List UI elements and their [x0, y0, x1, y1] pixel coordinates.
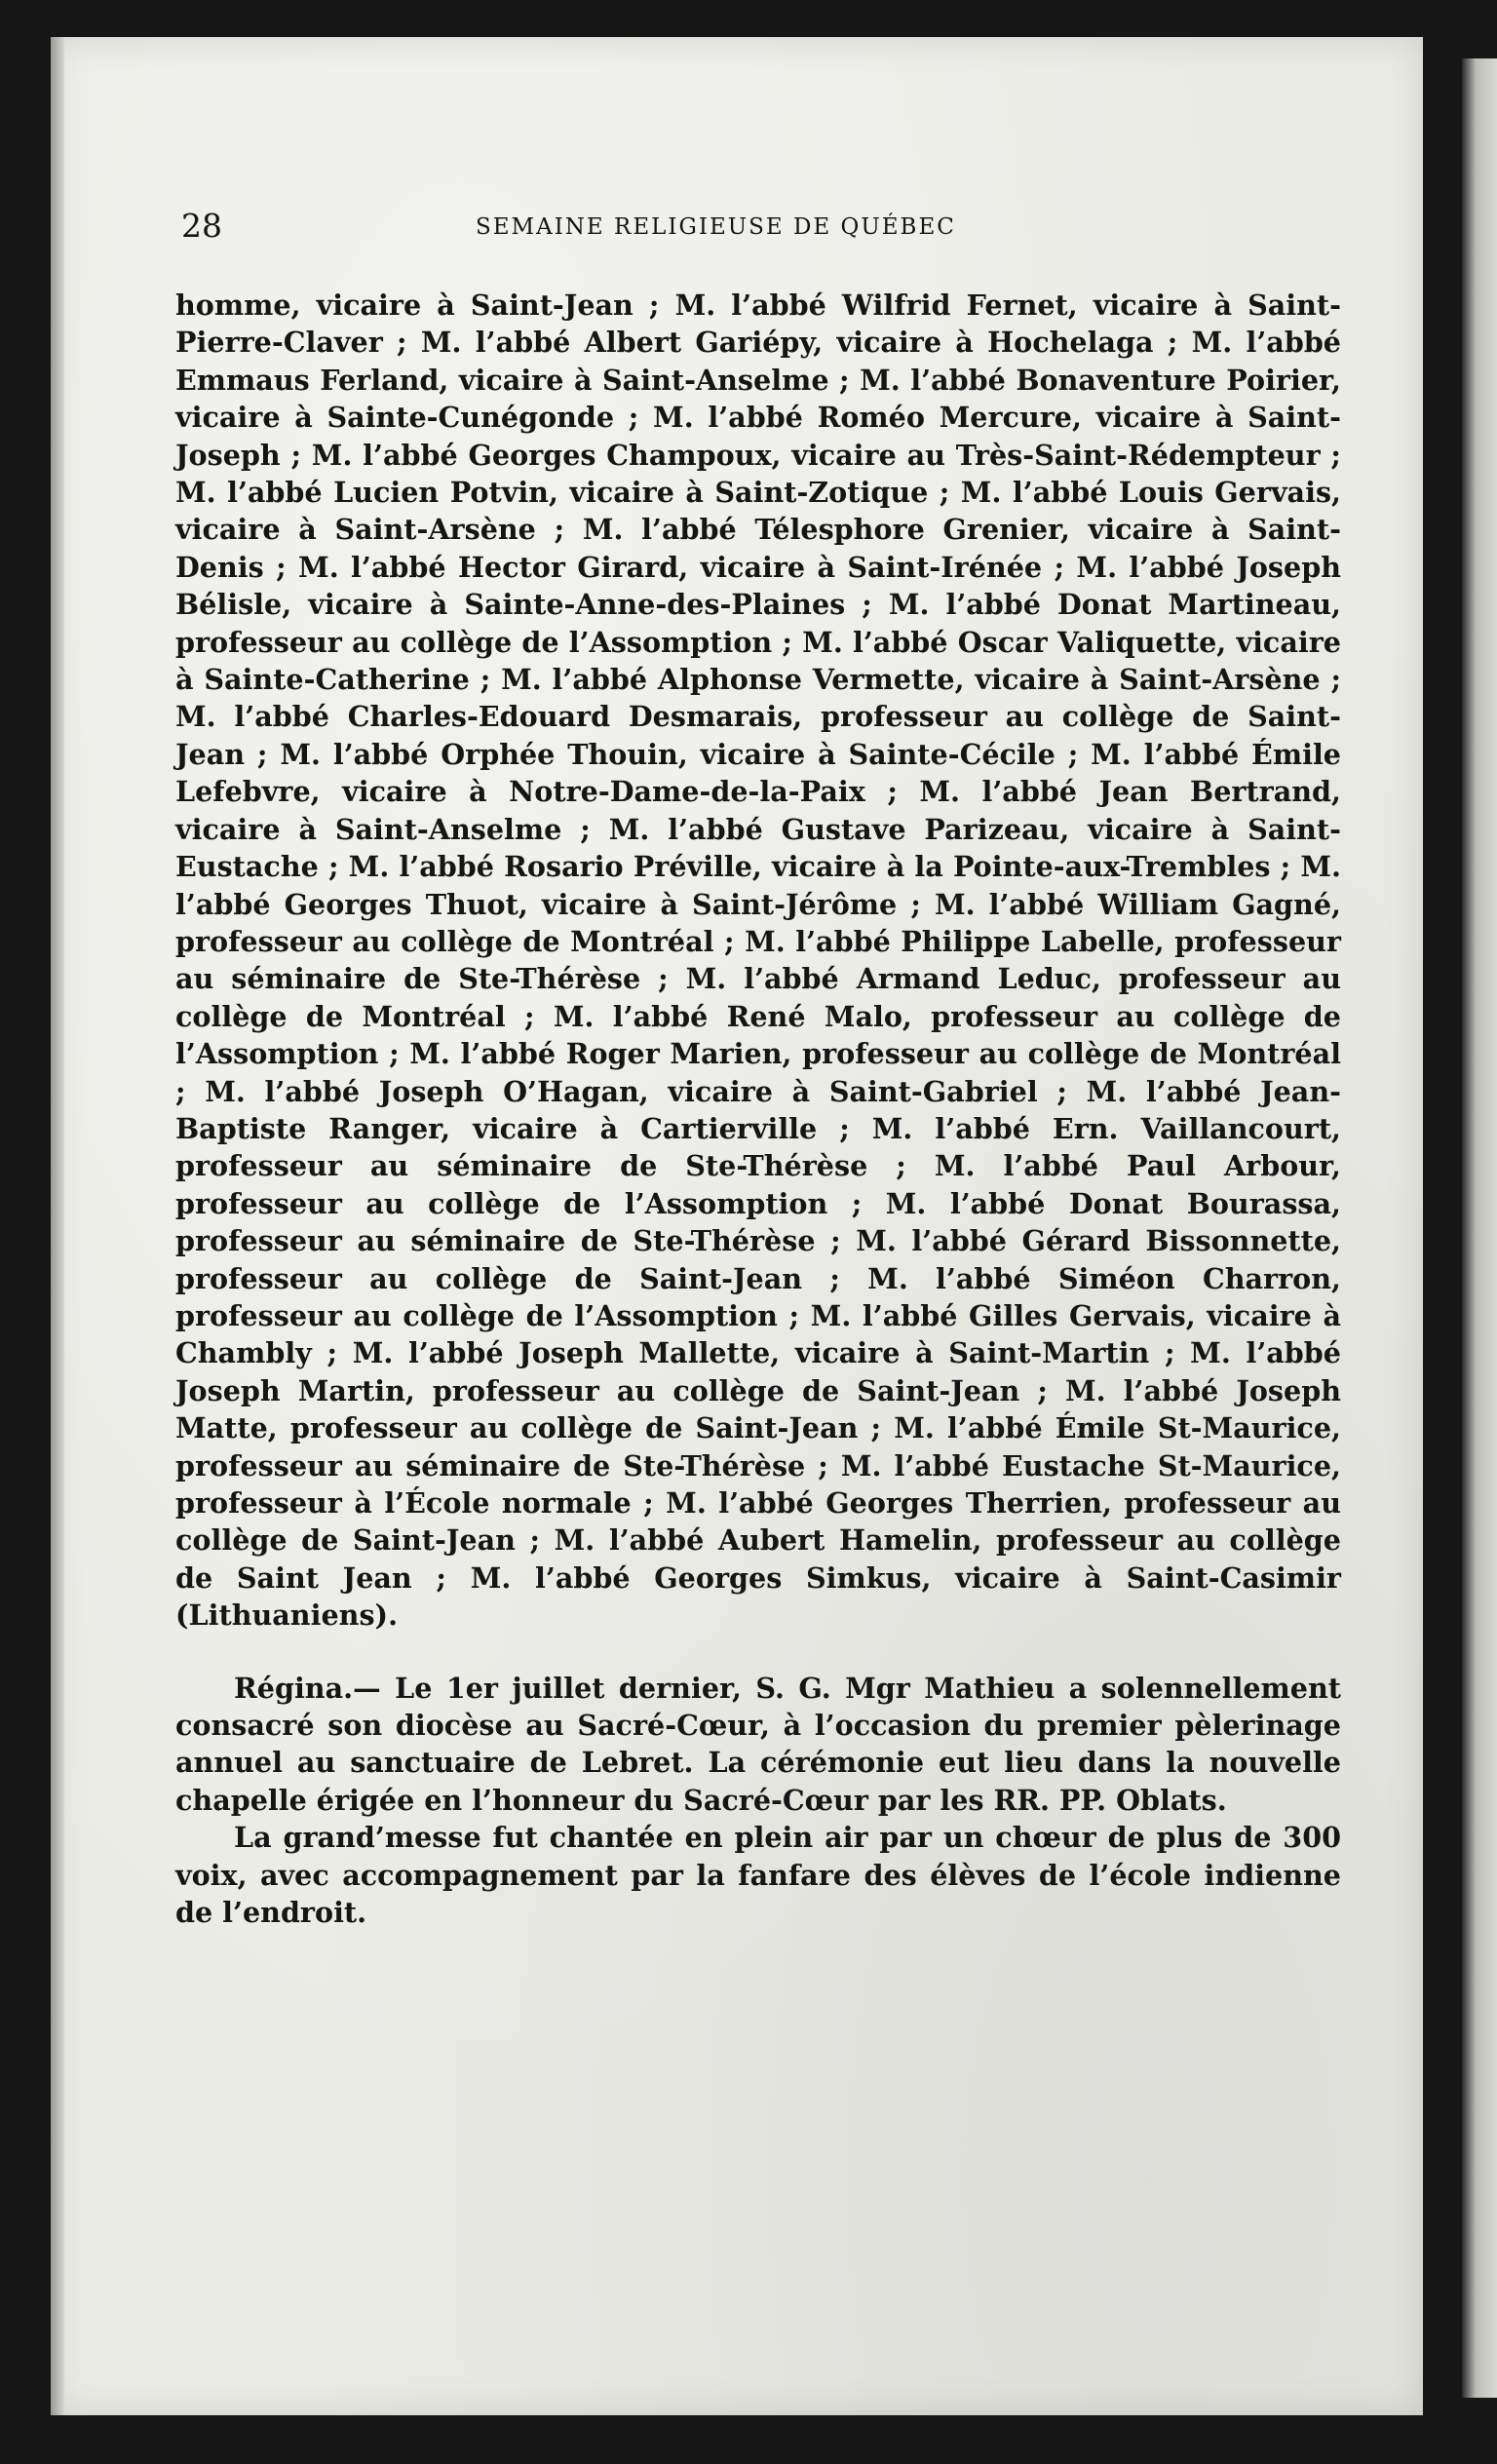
body-text	[175, 287, 1341, 1931]
section-spacer	[175, 1635, 1341, 1670]
regina-paragraph	[175, 1670, 1341, 1820]
page-header	[181, 207, 1351, 246]
regina-continuation-paragraph: La grand’messe fut chantée en plein air par un chœur de plus de 300 voix, avec accompagnement par la fanfare des élèves de l’école indienne de l’endroit.	[175, 1821, 1341, 1930]
ordination-list-paragraph: homme, vicaire à Saint-Jean ; M. l’abbé Wilfrid Fernet, vicaire à Saint-Pierre-Claver ; M. l’abbé Albert Gariépy, vicaire à Hochelaga ; M. l’abbé Emmaus Ferland, vicaire à Saint-Anselme ; M. l’abbé Bonaventure Poirier, vicaire à Sainte-Cunégonde ; M. l’abbé Roméo Mercure, vicaire à Saint-Joseph ; M. l’abbé Georges Champoux, vicaire au Très-Saint-Rédempteur ; M. l’abbé Lucien Potvin, vicaire à Saint-Zotique ; M. l’abbé Louis Gervais, vicaire à Saint-Arsène ; M. l’abbé Télesphore Grenier, vicaire à Saint-Denis ; M. l’abbé Hector Girard, vicaire à Saint-Irénée ; M. l’abbé Joseph Bélisle, vicaire à Sainte-Anne-des-Plaines ; M. l’abbé Donat Martineau, professeur au collège de l’Assomption ; M. l’abbé Oscar Valiquette, vicaire à Sainte-Catherine ; M. l’abbé Alphonse Vermette, vicaire à Saint-Arsène ; M. l’abbé Charles-Edouard Desmarais, professeur au collège de Saint-Jean ; M. l’abbé Orphée Thouin, vicaire à Sainte-Cécile ; M. l’abbé Émile Lefebvre, vicaire à Notre-Dame-de-la-Paix ; M. l’abbé Jean Bertrand, vicaire à Saint-Anselme ; M. l’abbé Gustave Parizeau, vicaire à Saint-Eustache ; M. l’abbé Rosario Préville, vicaire à la Pointe-aux-Trembles ; M. l’abbé Georges Thuot, vicaire à Saint-Jérôme ; M. l’abbé William Gagné, professeur au collège de Montréal ; M. l’abbé Philippe Labelle, professeur au séminaire de Ste-Thérèse ; M. l’abbé Armand Leduc, professeur au collège de Montréal ; M. l’abbé René Malo, professeur au collège de l’Assomption ; M. l’abbé Roger Marien, professeur au collège de Montréal ; M. l’abbé Joseph O’Hagan, vicaire à Saint-Gabriel ; M. l’abbé Jean-Baptiste Ranger, vicaire à Cartierville ; M. l’abbé Ern. Vaillancourt, professeur au séminaire de Ste-Thérèse ; M. l’abbé Paul Arbour, professeur au collège de l’Assomption ; M. l’abbé Donat Bourassa, professeur au séminaire de Ste-Thérèse ; M. l’abbé Gérard Bissonnette, professeur au collège de Saint-Jean ; M. l’abbé Siméon Charron, professeur au collège de l’Assomption ; M. l’abbé Gilles Gervais, vicaire à Chambly ; M. l’abbé Joseph Mallette, vicaire à Saint-Martin ; M. l’abbé Joseph Martin, professeur au collège de Saint-Jean ; M. l’abbé Joseph Matte, professeur au collège de Saint-Jean ; M. l’abbé Émile St-Maurice, professeur au séminaire de Ste-Thérèse ; M. l’abbé Eustache St-Maurice, professeur à l’École normale ; M. l’abbé Georges Therrien, professeur au collège de Saint-Jean ; M. l’abbé Aubert Hamelin, professeur au collège de Saint Jean ; M. l’abbé Georges Simkus, vicaire à Saint-Casimir (Lithuaniens).	[175, 289, 1341, 1633]
regina-heading: Régina.	[234, 1671, 354, 1705]
page-number: 28	[181, 207, 222, 245]
regina-text: — Le 1er juillet dernier, S. G. Mgr Mathieu a solennellement consacré son diocèse au Sacré-Cœur, à l’occasion du premier pèlerinage annuel au sanctuaire de Lebret. La cérémonie eut lieu dans la nouvelle chapelle érigée en l’honneur du Sacré-Cœur par les RR. PP. Oblats.	[175, 1671, 1341, 1817]
running-head: SEMAINE RELIGIEUSE DE QUÉBEC	[476, 214, 956, 240]
next-page-edge	[1462, 58, 1497, 2398]
page-gutter-edge	[51, 37, 64, 2415]
